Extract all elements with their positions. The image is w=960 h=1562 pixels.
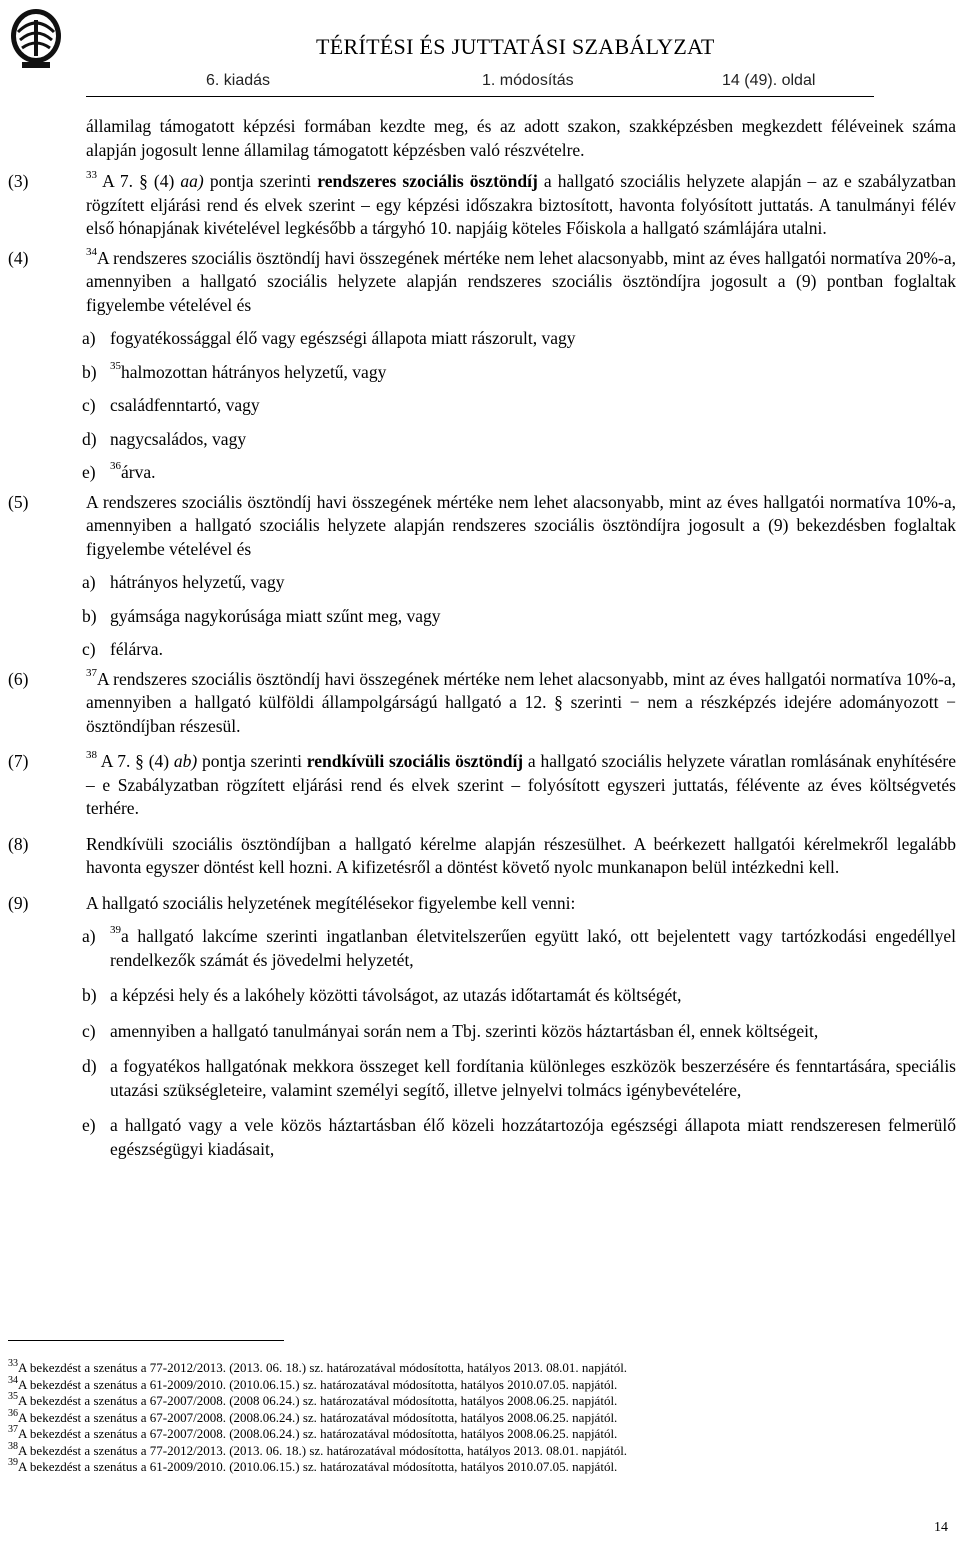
footnote-number: 33	[8, 1358, 18, 1369]
paragraph-text: a hallgató szociális helyzete alapján – az e szabályzatban rögzített eljárási rend és elvek szerint – egy képzési időszakra biztosított, havonta folyósított juttatás. A tanulmányi félév első hónapjának kivételével legkésőbb a tárgyhó 10. napjáig köteles Főiskola a hallgató számlájára utalni.	[86, 171, 956, 238]
list-label: a)	[82, 328, 96, 348]
list-label: c)	[82, 1020, 96, 1041]
list-item	[82, 925, 956, 972]
header-meta-row	[206, 72, 860, 94]
document-body	[8, 115, 956, 1161]
footnote-number: 38	[8, 1440, 18, 1452]
point-ref: aa)	[180, 171, 204, 191]
paragraph-text: a hallgató szociális helyzete váratlan romlásának enyhítésére – e Szabályzatban rögzített eljárási rend és elvek szerint – folyósított egyszeri juttatás, félévente az éves költségvetés terhére.	[86, 751, 956, 818]
list-text: nagycsaládos, vagy	[110, 428, 247, 449]
footnote-number: 36	[8, 1407, 18, 1419]
footnote-ref[interactable]: 33	[86, 169, 97, 181]
page-number: 14	[934, 1520, 948, 1535]
paragraph-text: A rendszeres szociális ösztöndíj havi összegének mértéke nem lehet alacsonyabb, mint az éves hallgatói normatíva 10%-a, amennyiben a hallgató külföldi állampolgárságú hallgató a 12. § szerinti − nem a részképzés idejére adományozott − ösztöndíjban részesül.	[86, 668, 956, 736]
list-label: c)	[82, 639, 96, 659]
modification-label: 1. módosítás	[482, 72, 574, 89]
list-text: fogyatékossággal élő vagy egészségi állapota miatt rászorult, vagy	[110, 328, 576, 348]
footnote-number: 34	[8, 1374, 18, 1386]
list-text: családfenntartó, vagy	[110, 395, 260, 415]
header-divider	[86, 96, 874, 97]
list-label: d)	[82, 1056, 97, 1076]
paragraph-3	[8, 170, 956, 241]
paragraph-number: (4)	[8, 247, 29, 268]
term-bold: rendszeres szociális ösztöndíj	[317, 171, 538, 191]
footnote	[8, 1426, 627, 1443]
list-label: b)	[82, 985, 97, 1005]
list-label: b)	[82, 361, 97, 382]
paragraph-number: (6)	[8, 668, 29, 689]
paragraph-text: A 7. § (4)	[97, 171, 181, 191]
footnotes	[8, 1360, 627, 1476]
list-text: amennyiben a hallgató tanulmányai során nem a Tbj. szerinti közös háztartásban él, ennek költségeit,	[110, 1020, 819, 1041]
footnote	[8, 1374, 627, 1394]
list-label: b)	[82, 605, 97, 626]
footnote-text: A bekezdést a szenátus a 61-2009/2010. (2010.06.15.) sz. határozatával módosította, hatályos 2010.07.05. napjától.	[18, 1459, 618, 1474]
footnote-number: 35	[8, 1391, 18, 1402]
paragraph-text: pontja szerinti	[197, 751, 307, 771]
paragraph-text: A rendszeres szociális ösztöndíj havi összegének mértéke nem lehet alacsonyabb, mint az éves hallgatói normatíva 20%-a, amennyiben a hallgató szociális helyzete alapján rendszeres szociális ösztöndíjra jogosult a (9) pontban foglaltak figyelembe vételével és	[86, 247, 956, 315]
footnote	[8, 1407, 627, 1427]
footnote-text: A bekezdést a szenátus a 67-2007/2008. (2008 06.24.) sz. határozatával módosította, hatályos 2008.06.25. napjától.	[18, 1393, 618, 1408]
list-text: árva.	[121, 462, 156, 482]
list-text: halmozottan hátrányos helyzetű, vagy	[121, 361, 387, 382]
list-label: a)	[82, 926, 96, 946]
list-text: gyámsága nagykorúsága miatt szűnt meg, vagy	[110, 605, 441, 626]
list-label: e)	[82, 1115, 96, 1135]
footnote-ref[interactable]: 39	[110, 924, 121, 936]
footnote	[8, 1360, 627, 1377]
document-title: TÉRÍTÉSI ÉS JUTTATÁSI SZABÁLYZAT	[316, 34, 715, 59]
paragraph-4	[8, 247, 956, 318]
list-item	[82, 638, 956, 662]
list-item	[82, 361, 956, 385]
footnote-text: A bekezdést a szenátus a 77-2012/2013. (2013. 06. 18.) sz. határozatával módosította, hatályos 2013. 08.01. napjától.	[18, 1442, 628, 1458]
paragraph-number: (5)	[8, 491, 29, 512]
paragraph-8	[8, 833, 956, 880]
footnote-text: A bekezdést a szenátus a 77-2012/2013. (2013. 06. 18.) sz. határozatával módosította, hatályos 2013. 08.01. napjától.	[18, 1360, 628, 1375]
list-item	[82, 327, 956, 351]
list-item	[82, 571, 956, 595]
footnote-text: A bekezdést a szenátus a 67-2007/2008. (2008.06.24.) sz. határozatával módosította, hatályos 2008.06.25. napjától.	[18, 1426, 618, 1441]
list-text: a fogyatékos hallgatónak mekkora összeget kell fordítania különleges eszközök beszerzésére és fenntartására, speciális utazási szükségleteire, valamint személyi segítő, illetve jelnyelvi tolmács igénybevételére,	[110, 1056, 956, 1100]
list-item	[82, 1020, 956, 1044]
paragraph-5	[8, 491, 956, 562]
footnote	[8, 1459, 627, 1476]
list-text: hátrányos helyzetű, vagy	[110, 572, 285, 592]
paragraph-text: A rendszeres szociális ösztöndíj havi összegének mértéke nem lehet alacsonyabb, mint az éves hallgatói normatíva 10%-a, amennyiben a hallgató szociális helyzete alapján rendszeres szociális ösztöndíjra jogosult a (9) bekezdésben foglaltak figyelembe vételével és	[86, 491, 956, 559]
paragraph-7	[8, 750, 956, 821]
paragraph-number: (3)	[8, 171, 29, 191]
paragraph-6	[8, 668, 956, 739]
list-label: a)	[82, 572, 96, 592]
list-item	[82, 461, 956, 485]
paragraph-text: A 7. § (4)	[97, 751, 174, 771]
paragraph-9	[8, 892, 956, 916]
footnote-ref[interactable]: 37	[86, 666, 97, 679]
paragraph-number: (9)	[8, 892, 29, 913]
edition-label: 6. kiadás	[206, 72, 271, 89]
footnote	[8, 1393, 627, 1410]
paragraph-text: A hallgató szociális helyzetének megítélésekor figyelembe kell venni:	[86, 892, 576, 913]
footnote-ref[interactable]: 34	[86, 245, 97, 258]
footnote-ref[interactable]: 35	[110, 359, 121, 372]
paragraph-number: (7)	[8, 751, 29, 771]
page-indicator: 14 (49). oldal	[722, 72, 816, 89]
footnote-ref[interactable]: 36	[110, 460, 121, 472]
footnote-text: A bekezdést a szenátus a 61-2009/2010. (2010.06.15.) sz. határozatával módosította, hatályos 2010.07.05. napjától.	[18, 1376, 618, 1392]
footnote-ref[interactable]: 38	[86, 749, 97, 761]
list-label: c)	[82, 395, 96, 415]
list-item	[82, 394, 956, 418]
paragraph-text: Rendkívüli szociális ösztöndíjban a hallgató kérelme alapján részesülhet. A beérkezett hallgatói kérelmekről legalább havonta egyszer döntést kell hozni. A kifizetésről a döntést követő nyolc munkanapon belül intézkedni kell.	[86, 833, 956, 877]
list-item	[82, 1055, 956, 1102]
paragraph-number: (8)	[8, 833, 29, 854]
point-ref: ab)	[173, 751, 198, 771]
list-text: a hallgató lakcíme szerinti ingatlanban életvitelszerűen együtt lakó, ott bejelentett vagy tartózkodási engedéllyel rendelkezők számát és jövedelmi helyzetét,	[110, 926, 956, 970]
list-item	[82, 984, 956, 1008]
footnote	[8, 1440, 628, 1460]
term-bold: rendkívüli szociális ösztöndíj	[306, 751, 524, 771]
list-item	[82, 1114, 956, 1161]
intro-paragraph: államilag támogatott képzési formában kezdte meg, és az adott szakon, szakképzésben megkezdett féléveinek száma alapján jogosult lenne államilag támogatott képzésben való részvételre.	[86, 116, 956, 160]
footnote-number: 37	[8, 1424, 18, 1435]
footnote-number: 39	[8, 1457, 18, 1468]
list-label: d)	[82, 428, 97, 449]
paragraph-text: pontja szerinti	[203, 171, 318, 191]
list-text: félárva.	[110, 639, 163, 659]
list-item	[82, 428, 956, 452]
list-text: a hallgató vagy a vele közös háztartásban élő közeli hozzátartozója egészségi állapota miatt rendszeresen felmerülő egészségügyi kiadásait,	[110, 1115, 956, 1159]
list-item	[82, 605, 956, 629]
list-text: a képzési hely és a lakóhely közötti távolságot, az utazás időtartamát és költségét,	[110, 985, 682, 1005]
list-label: e)	[82, 462, 96, 482]
footnote-text: A bekezdést a szenátus a 67-2007/2008. (2008.06.24.) sz. határozatával módosította, hatályos 2008.06.25. napjától.	[18, 1409, 618, 1425]
footnote-divider	[8, 1340, 284, 1341]
institution-logo-icon	[8, 6, 64, 70]
